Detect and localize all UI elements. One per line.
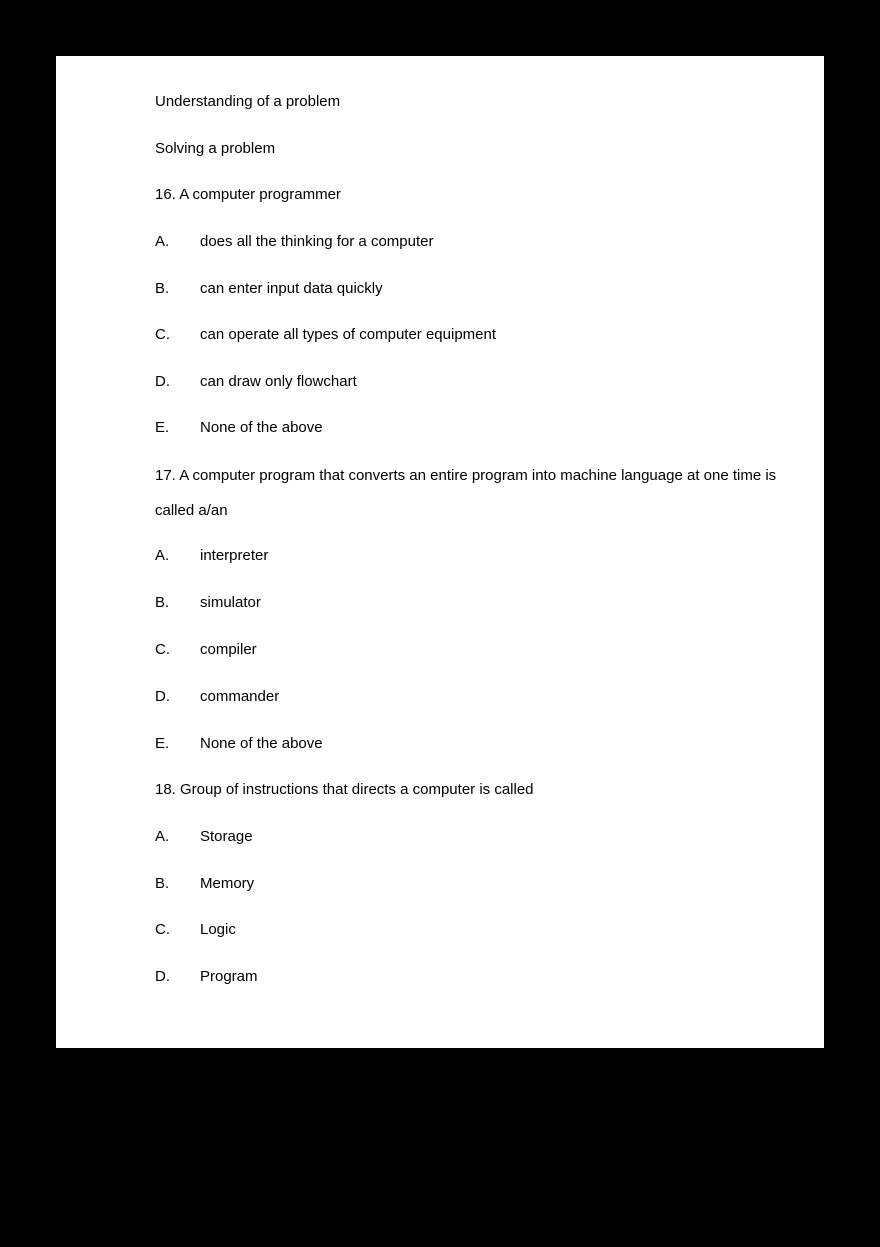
question-16-text: 16. A computer programmer bbox=[155, 186, 341, 203]
question-17-text-line2: called a/an bbox=[155, 502, 228, 519]
document-page bbox=[56, 56, 824, 1048]
option-letter: A. bbox=[155, 828, 170, 845]
option-text: Program bbox=[200, 968, 258, 985]
option-text: None of the above bbox=[200, 419, 323, 436]
option-letter: B. bbox=[155, 594, 170, 611]
option-letter: D. bbox=[155, 373, 170, 390]
option-text: can operate all types of computer equipment bbox=[200, 326, 497, 343]
option-letter: D. bbox=[155, 688, 170, 705]
question-17-text-line1: 17. A computer program that converts an entire program into machine language at one time is bbox=[155, 467, 777, 484]
option-letter: C. bbox=[155, 326, 170, 343]
option-text: Storage bbox=[200, 828, 253, 845]
intro-line: Understanding of a problem bbox=[155, 93, 341, 110]
option-text: Memory bbox=[200, 875, 255, 892]
option-text: commander bbox=[200, 688, 280, 705]
option-text: can enter input data quickly bbox=[200, 280, 383, 297]
option-text: None of the above bbox=[200, 735, 323, 752]
intro-line: Solving a problem bbox=[155, 140, 276, 157]
option-letter: E. bbox=[155, 419, 170, 436]
question-18-text: 18. Group of instructions that directs a computer is called bbox=[155, 781, 534, 798]
option-letter: E. bbox=[155, 735, 170, 752]
option-letter: B. bbox=[155, 875, 170, 892]
option-letter: C. bbox=[155, 641, 170, 658]
option-letter: C. bbox=[155, 921, 170, 938]
option-letter: A. bbox=[155, 233, 170, 250]
option-letter: A. bbox=[155, 547, 170, 564]
option-text: does all the thinking for a computer bbox=[200, 233, 434, 250]
option-text: Logic bbox=[200, 921, 236, 938]
option-text: can draw only flowchart bbox=[200, 373, 357, 390]
option-letter: B. bbox=[155, 280, 170, 297]
option-text: simulator bbox=[200, 594, 261, 611]
option-text: interpreter bbox=[200, 547, 269, 564]
option-letter: D. bbox=[155, 968, 170, 985]
option-text: compiler bbox=[200, 641, 257, 658]
